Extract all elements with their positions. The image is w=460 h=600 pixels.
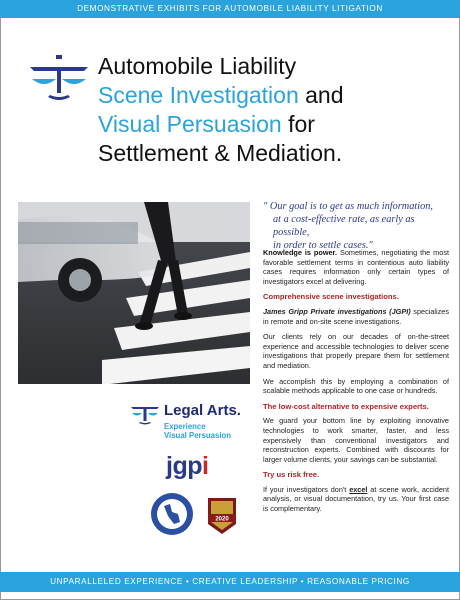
savings-paragraph: We guard your bottom line by exploiting innovative technologies to work smarter, faster, and less expensively than conventional investigators and reconstruction experts. Combined with discounts for larger volume clients, your savings can be substantial.	[263, 416, 449, 464]
svg-text:2020: 2020	[215, 516, 229, 523]
pull-quote: " Our goal is to get as much information, at a cost-effective rate, as early as possible, in order to settle cases."	[263, 201, 433, 251]
title-line-3: Visual Persuasion for	[98, 111, 315, 137]
scales-face-logo	[28, 55, 90, 103]
title-line-1: Automobile Liability	[98, 53, 297, 79]
section-heading-scene: Comprehensive scene investigations.	[263, 292, 399, 302]
section-heading-riskfree: Try us risk free.	[263, 470, 320, 480]
title-line-2: Scene Investigation and	[98, 82, 344, 108]
legal-arts-tagline: Experience Visual Persuasion	[164, 422, 232, 440]
intro-paragraph: Knowledge is power. Sometimes, negotiating the most favorable settlement terms in contentious auto liability cases requires information only certain types of investigators excel at delivering.	[263, 248, 449, 286]
jgpi-paragraph: James Gripp Private investigations (JGPI) specializes in remote and on-site scene investigations.	[263, 306, 449, 326]
clients-paragraph: Our clients rely on our decades of on-the-street experience and accessible technologies to deliver scene investigations that properly prepare them for settlement and mediation.	[263, 332, 449, 370]
page-title	[98, 52, 344, 168]
pedestrian-crosswalk-photo	[18, 202, 250, 384]
award-badge-icon	[202, 494, 242, 536]
california-seal-icon	[150, 492, 194, 536]
body-column	[263, 248, 449, 520]
scales-small-logo	[130, 402, 160, 426]
section-heading-lowcost: The low-cost alternative to expensive experts.	[263, 401, 429, 411]
jgpi-logo: jgpi	[166, 452, 209, 480]
legal-arts-name: Legal Arts.	[164, 402, 241, 419]
footer-band: UNPARALLELED EXPERIENCE • CREATIVE LEADERSHIP • REASONABLE PRICING	[0, 572, 460, 592]
try-us-paragraph: If your investigators don't excel at scene work, accident analysis, or visual documentation, try us. Your first case is complementary.	[263, 484, 449, 514]
methods-paragraph: We accomplish this by employing a combination of scalable methods applicable to one case or hundreds.	[263, 376, 449, 396]
header-band: DEMONSTRATIVE EXHIBITS FOR AUTOMOBILE LIABILITY LITIGATION	[0, 0, 460, 18]
title-line-4: Settlement & Mediation.	[98, 140, 343, 166]
